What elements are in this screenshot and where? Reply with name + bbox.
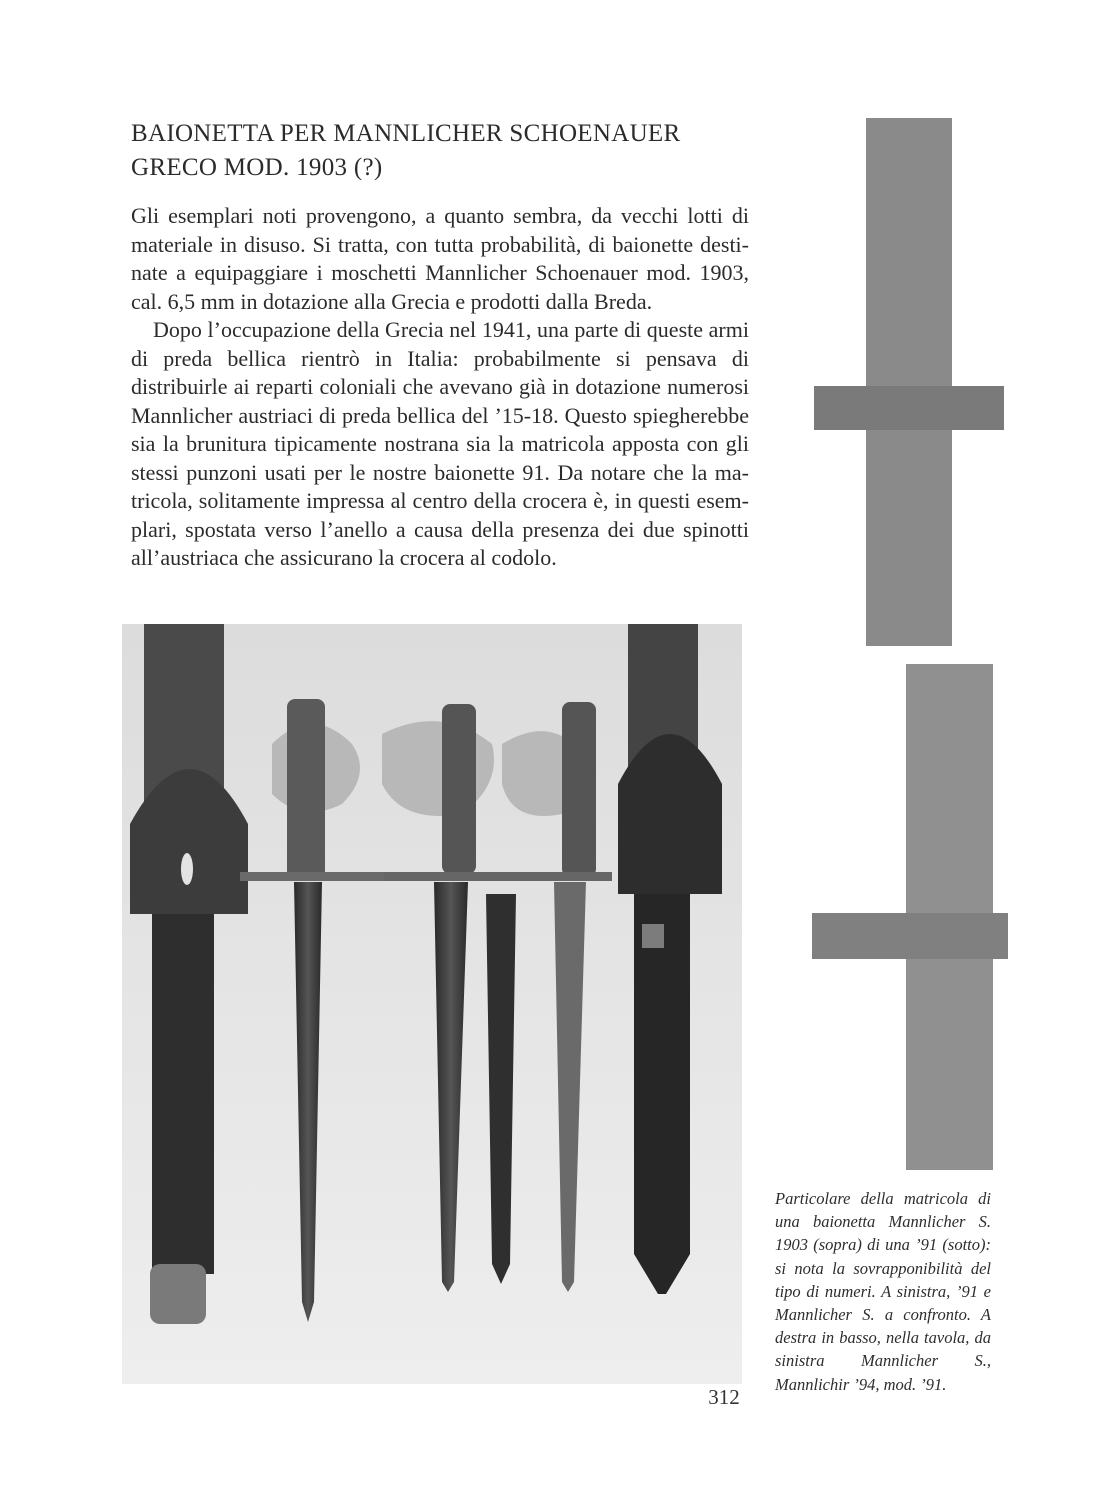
heading-line-1: BAIONETTA PER MANNLICHER SCHOENAUER <box>131 120 681 147</box>
detail-crossguard-mod91 <box>812 913 1008 959</box>
paragraph-2: Dopo l’occupazione della Grecia nel 1941, una parte di queste armi di preda bellica rientrò in Italia: probabilmente si pensava di distribuirle ai reparti coloniali che avevano già in dotazione numerosi Mannlicher austriaci di preda bellica del ’15-18. Questo spiegherebbe sia la brunitura tipicamente nostrana sia la matricola apposta con gli stessi punzoni usati per le nostre baionette 91. Da notare che la matricola, solitamente impressa al centro della crocera è, in questi esemplari, spostata verso l’anello a causa della presenza dei due spinotti all’austriaca che assicurano la crocera al codolo. <box>131 317 749 570</box>
body-text <box>131 202 749 573</box>
section-heading <box>131 117 751 185</box>
bayonets-photo-illustration <box>122 624 742 1384</box>
heading-line-2: GRECO MOD. 1903 (?) <box>131 154 383 181</box>
page-number: 312 <box>708 1385 740 1409</box>
bayonets-photograph <box>122 624 742 1384</box>
detail-photo-mannlicher <box>866 118 952 646</box>
detail-crossguard-mannlicher <box>814 386 1004 430</box>
figure-caption: Particolare della matricola di una baionetta Mannlicher S. 1903 (sopra) di una ’91 (sotto): si nota la sovrapponibilità del tipo di numeri. A sinistra, ’91 e Mannlicher S. a confronto. A destra in basso, nella tavola, da sinistra Mannlicher S., Mannlichir ’94, mod. ’91. <box>775 1189 991 1394</box>
paragraph-1: Gli esemplari noti provengono, a quanto sembra, da vecchi lotti di materiale in disuso. Si tratta, con tutta probabilità, di baionette destinate a equipaggiare i moschetti Mannlicher Schoenauer mod. 1903, cal. 6,5 mm in dotazione alla Grecia e prodotti dalla Breda. <box>131 203 749 314</box>
